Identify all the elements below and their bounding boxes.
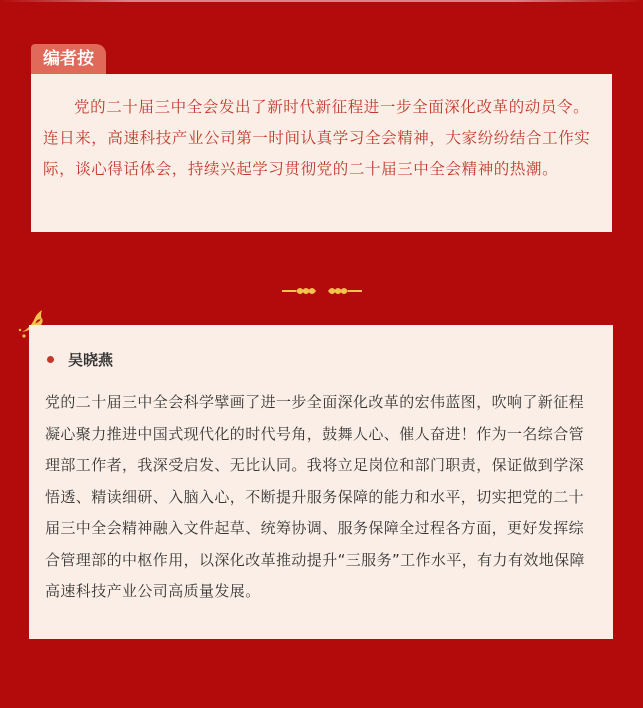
testimonial-text: 党的二十届三中全会科学擘画了进一步全面深化改革的宏伟蓝图，吹响了新征程凝心聚力推进中国式现代化的时代号角，鼓舞人心、催人奋进！作为一名综合管理部工作者，我深受启发、无比认同。我将立足岗位和部门职责，保证做到学深悟透、精读细研、入脑入心，不断提升服务保障的能力和水平，切实把党的二十届三中全会精神融入文件起草、统筹协调、服务保障全过程各方面，更好发挥综合管理部的中枢作用，以深化改革推动提升“三服务”工作水平，有力有效地保障高速科技产业公司高质量发展。 — [45, 393, 585, 600]
editor-note-text: 党的二十届三中全会发出了新时代新征程进一步全面深化改革的动员令。连日来，高速科技产业公司第一时间认真学习全会精神，大家纷纷结合工作实际，谈心得话体会，持续兴起学习贯彻党的二十届三中全会精神的热潮。 — [43, 98, 591, 178]
editor-note-box — [31, 74, 612, 232]
editor-note-label: 编者按 — [31, 44, 106, 74]
bullet-dot-icon — [47, 356, 54, 363]
person-name: 吴晓燕 — [68, 350, 114, 369]
wheat-ornament-icon — [282, 284, 362, 298]
top-divider-line — [0, 0, 643, 2]
testimonial-card — [29, 325, 613, 639]
testimonial-header — [45, 347, 597, 371]
